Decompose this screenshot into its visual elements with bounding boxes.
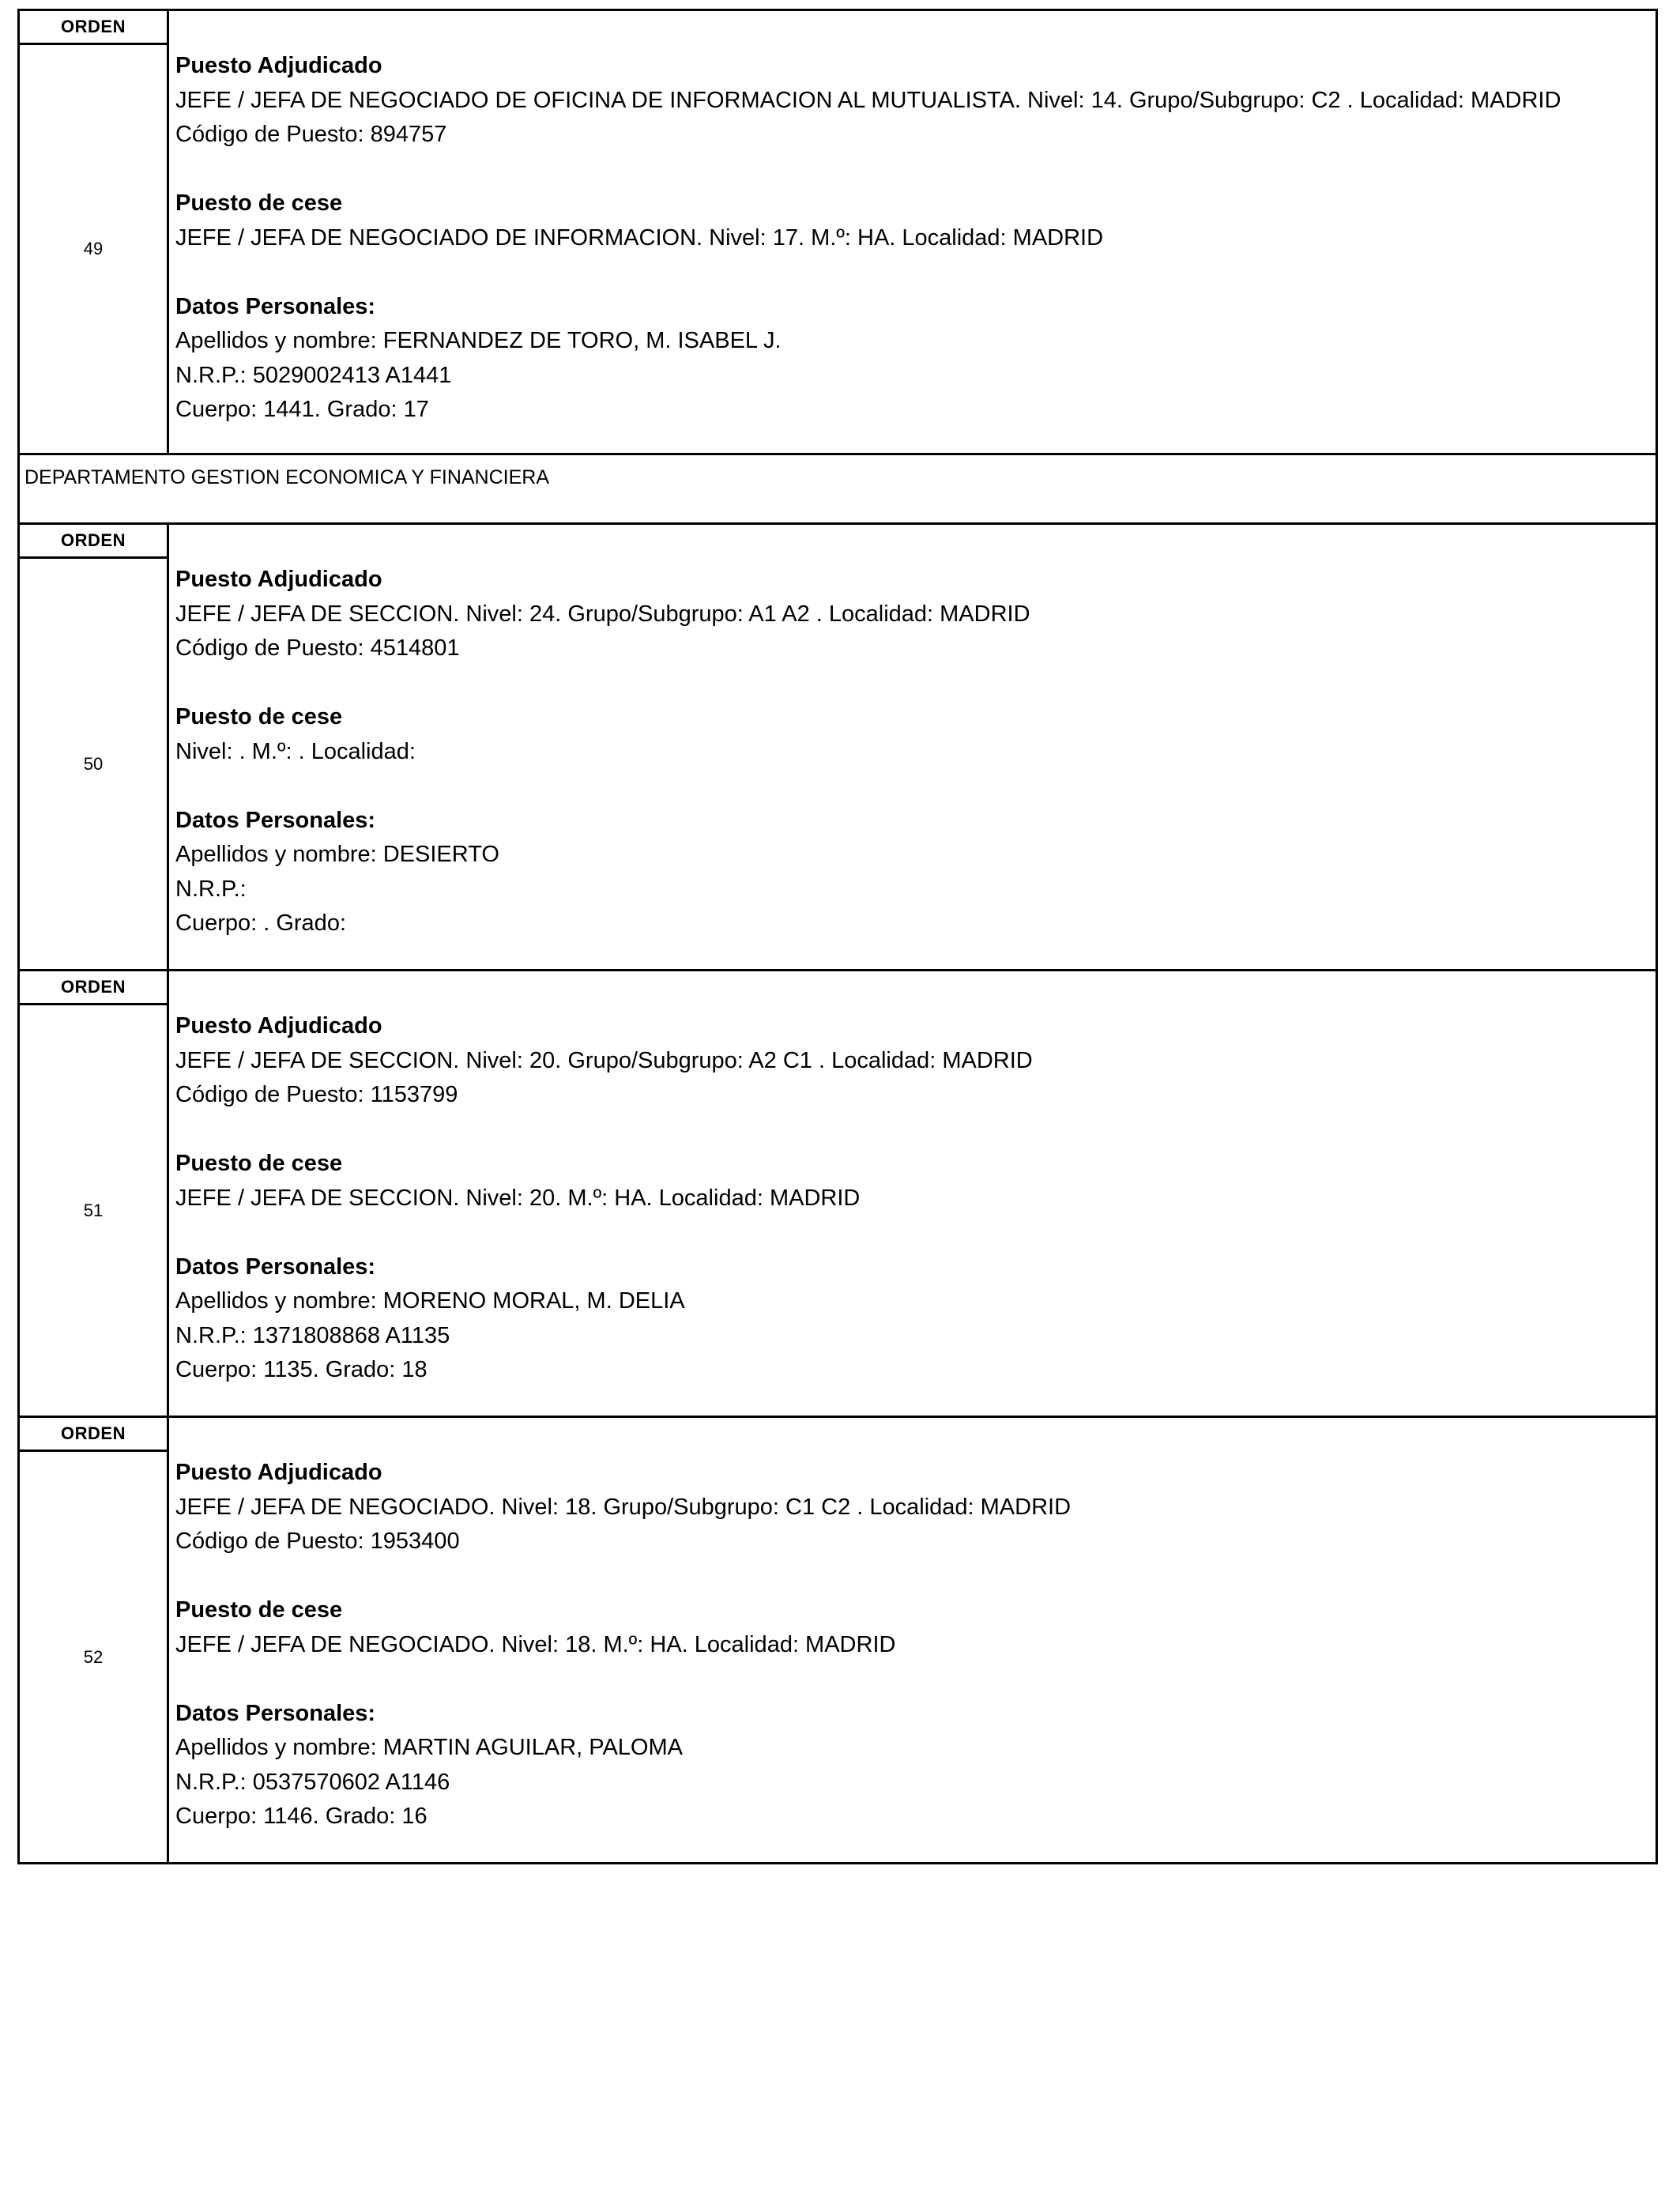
cuerpo-grado: Cuerpo: . Grado: bbox=[175, 910, 346, 936]
nrp: N.R.P.: 5029002413 A1441 bbox=[175, 362, 452, 388]
apellidos-nombre: Apellidos y nombre: FERNANDEZ DE TORO, M. ISABEL J. bbox=[175, 328, 782, 353]
codigo-puesto: Código de Puesto: 894757 bbox=[175, 122, 447, 147]
record-row bbox=[17, 525, 1658, 971]
codigo-puesto: Código de Puesto: 1153799 bbox=[175, 1082, 458, 1107]
order-column bbox=[20, 971, 169, 1416]
datos-personales-heading: Datos Personales: bbox=[175, 807, 376, 833]
puesto-adjudicado-text: JEFE / JEFA DE SECCION. Nivel: 20. Grupo/Subgrupo: A2 C1 . Localidad: MADRID bbox=[175, 1047, 1033, 1073]
puesto-cese-text: JEFE / JEFA DE NEGOCIADO. Nivel: 18. M.º: HA. Localidad: MADRID bbox=[175, 1631, 896, 1657]
puesto-adjudicado-text: JEFE / JEFA DE NEGOCIADO. Nivel: 18. Grupo/Subgrupo: C1 C2 . Localidad: MADRID bbox=[175, 1494, 1072, 1520]
datos-personales-heading: Datos Personales: bbox=[175, 1700, 376, 1726]
cuerpo-grado: Cuerpo: 1135. Grado: 18 bbox=[175, 1357, 428, 1382]
puesto-cese-text: JEFE / JEFA DE SECCION. Nivel: 20. M.º: HA. Localidad: MADRID bbox=[175, 1185, 861, 1211]
order-column bbox=[20, 11, 169, 453]
record-content bbox=[175, 1456, 1648, 1834]
puesto-adjudicado-heading: Puesto Adjudicado bbox=[175, 567, 382, 592]
puesto-cese-text: Nivel: . M.º: . Localidad: bbox=[175, 738, 416, 764]
order-header: ORDEN bbox=[20, 11, 167, 45]
puesto-cese-text: JEFE / JEFA DE NEGOCIADO DE INFORMACION. Nivel: 17. M.º: HA. Localidad: MADRID bbox=[175, 224, 1104, 251]
record-content bbox=[175, 1009, 1648, 1388]
department-title: DEPARTAMENTO GESTION ECONOMICA Y FINANCIERA bbox=[24, 466, 550, 488]
nrp: N.R.P.: bbox=[175, 876, 247, 902]
nrp: N.R.P.: 1371808868 A1135 bbox=[175, 1322, 450, 1348]
datos-personales-heading: Datos Personales: bbox=[175, 1253, 376, 1280]
order-number: 50 bbox=[83, 753, 104, 774]
codigo-puesto: Código de Puesto: 4514801 bbox=[175, 635, 460, 661]
cuerpo-grado: Cuerpo: 1441. Grado: 17 bbox=[175, 397, 429, 422]
apellidos-nombre: Apellidos y nombre: MARTIN AGUILAR, PALOMA bbox=[175, 1735, 683, 1760]
order-column bbox=[20, 1418, 169, 1862]
record-row bbox=[17, 9, 1658, 455]
record-row bbox=[17, 971, 1658, 1418]
order-header: ORDEN bbox=[20, 1418, 167, 1452]
nrp: N.R.P.: 0537570602 A1146 bbox=[175, 1769, 450, 1795]
codigo-puesto: Código de Puesto: 1953400 bbox=[175, 1529, 460, 1554]
puesto-adjudicado-text: JEFE / JEFA DE NEGOCIADO DE OFICINA DE INFORMACION AL MUTUALISTA. Nivel: 14. Grupo/Subgrupo: C2 . Localidad: MADRID bbox=[175, 87, 1561, 113]
apellidos-nombre: Apellidos y nombre: DESIERTO bbox=[175, 842, 499, 867]
apellidos-nombre: Apellidos y nombre: MORENO MORAL, M. DELIA bbox=[175, 1288, 685, 1314]
order-number: 52 bbox=[83, 1646, 104, 1667]
department-row bbox=[17, 455, 1658, 525]
order-header: ORDEN bbox=[20, 525, 167, 559]
cuerpo-grado: Cuerpo: 1146. Grado: 16 bbox=[175, 1804, 428, 1829]
puesto-adjudicado-heading: Puesto Adjudicado bbox=[175, 53, 382, 78]
datos-personales-heading: Datos Personales: bbox=[175, 293, 376, 319]
order-number: 51 bbox=[83, 1200, 104, 1220]
puesto-cese-heading: Puesto de cese bbox=[175, 1597, 343, 1623]
puesto-cese-heading: Puesto de cese bbox=[175, 1151, 343, 1176]
record-content bbox=[175, 49, 1648, 428]
order-number: 49 bbox=[83, 239, 104, 258]
order-column bbox=[20, 525, 169, 969]
document-table bbox=[17, 9, 1658, 1864]
puesto-cese-heading: Puesto de cese bbox=[175, 704, 343, 729]
puesto-adjudicado-heading: Puesto Adjudicado bbox=[175, 1460, 382, 1485]
order-header: ORDEN bbox=[20, 971, 167, 1005]
record-content bbox=[175, 563, 1648, 941]
puesto-cese-heading: Puesto de cese bbox=[175, 190, 343, 216]
record-row bbox=[17, 1418, 1658, 1864]
puesto-adjudicado-heading: Puesto Adjudicado bbox=[175, 1013, 382, 1039]
puesto-adjudicado-text: JEFE / JEFA DE SECCION. Nivel: 24. Grupo/Subgrupo: A1 A2 . Localidad: MADRID bbox=[175, 601, 1030, 627]
